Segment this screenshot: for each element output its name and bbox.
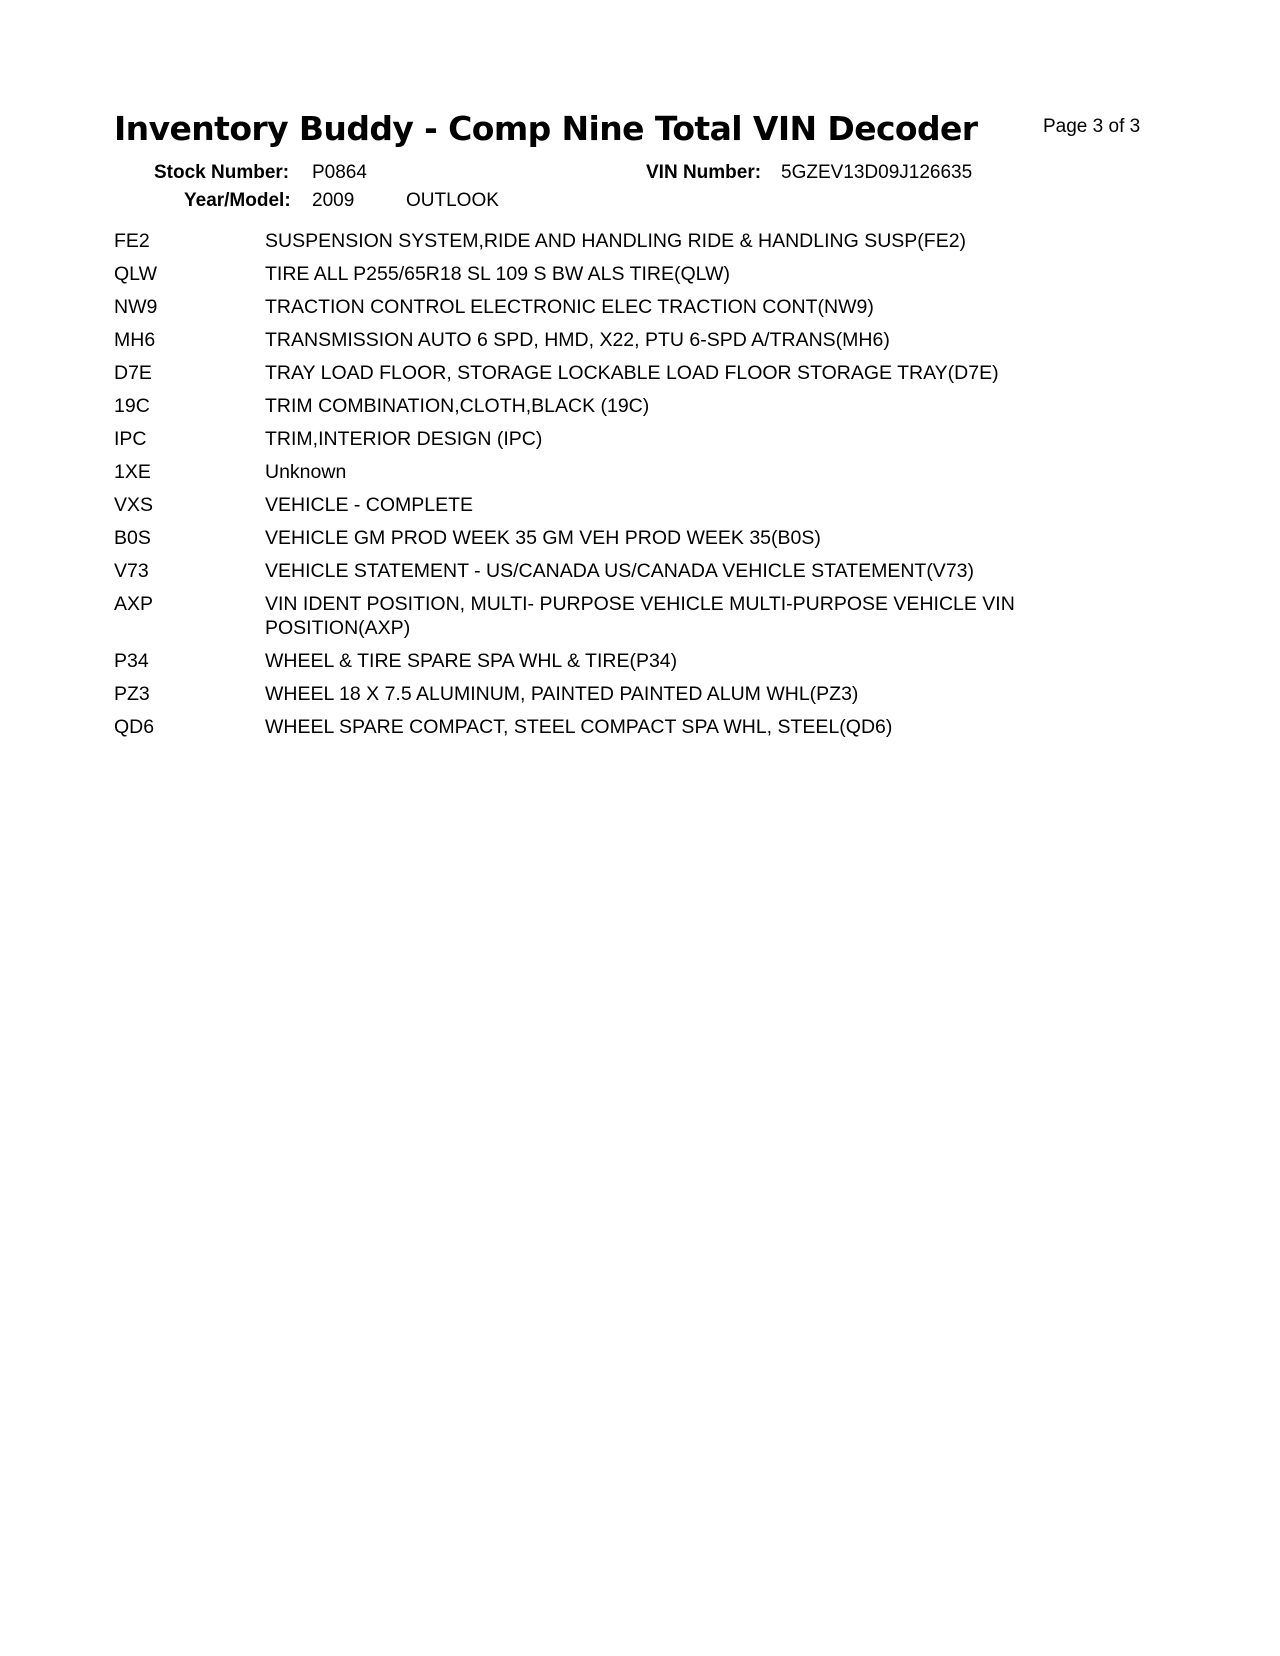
year-value: 2009 [312, 190, 355, 211]
option-code: 1XE [114, 461, 151, 483]
option-row [114, 649, 1114, 673]
report-title: Inventory Buddy - Comp Nine Total VIN Decoder [114, 109, 978, 148]
option-description: VEHICLE GM PROD WEEK 35 GM VEH PROD WEEK 35(B0S) [265, 527, 821, 549]
option-description: TRANSMISSION AUTO 6 SPD, HMD, X22, PTU 6-SPD A/TRANS(MH6) [265, 329, 890, 351]
option-description: TRACTION CONTROL ELECTRONIC ELEC TRACTION CONT(NW9) [265, 296, 874, 318]
option-description: TRIM,INTERIOR DESIGN (IPC) [265, 428, 543, 450]
option-row [114, 394, 1114, 418]
option-list [114, 229, 1114, 748]
option-row [114, 295, 1114, 319]
option-code: D7E [114, 362, 152, 384]
model-value: OUTLOOK [406, 190, 499, 211]
option-row [114, 427, 1114, 451]
option-description: WHEEL & TIRE SPARE SPA WHL & TIRE(P34) [265, 650, 678, 672]
option-description: TRIM COMBINATION,CLOTH,BLACK (19C) [265, 395, 650, 417]
page-number: Page 3 of 3 [1043, 116, 1141, 137]
option-row [114, 526, 1114, 550]
option-description: SUSPENSION SYSTEM,RIDE AND HANDLING RIDE & HANDLING SUSP(FE2) [265, 230, 967, 252]
vin-number-value: 5GZEV13D09J126635 [781, 162, 973, 183]
option-code: B0S [114, 527, 151, 549]
option-row [114, 715, 1114, 739]
option-code: AXP [114, 593, 154, 615]
option-row [114, 592, 1114, 640]
option-code: V73 [114, 560, 149, 582]
option-code: 19C [114, 395, 150, 417]
option-row [114, 493, 1114, 517]
option-code: FE2 [114, 230, 150, 252]
option-code: QD6 [114, 716, 155, 738]
option-row [114, 328, 1114, 352]
option-description: WHEEL 18 X 7.5 ALUMINUM, PAINTED PAINTED ALUM WHL(PZ3) [265, 683, 859, 705]
option-row [114, 229, 1114, 253]
option-row [114, 460, 1114, 484]
option-description: TRAY LOAD FLOOR, STORAGE LOCKABLE LOAD FLOOR STORAGE TRAY(D7E) [265, 362, 999, 384]
option-code: QLW [114, 263, 157, 285]
option-code: MH6 [114, 329, 156, 351]
stock-number-label: Stock Number: [154, 162, 290, 183]
option-description: VEHICLE - COMPLETE [265, 494, 474, 516]
option-row [114, 361, 1114, 385]
option-description: TIRE ALL P255/65R18 SL 109 S BW ALS TIRE(QLW) [265, 263, 730, 285]
option-code: NW9 [114, 296, 158, 318]
option-code: VXS [114, 494, 154, 516]
vin-number-label: VIN Number: [646, 162, 762, 183]
stock-number-value: P0864 [312, 162, 367, 183]
option-code: P34 [114, 650, 149, 672]
year-model-label: Year/Model: [184, 190, 291, 211]
option-description: VIN IDENT POSITION, MULTI- PURPOSE VEHICLE MULTI-PURPOSE VEHICLE VIN POSITION(AXP) [265, 593, 1015, 639]
option-code: IPC [114, 428, 147, 450]
option-description: Unknown [265, 461, 347, 483]
option-row [114, 559, 1114, 583]
option-description: WHEEL SPARE COMPACT, STEEL COMPACT SPA WHL, STEEL(QD6) [265, 716, 893, 738]
option-code: PZ3 [114, 683, 150, 705]
option-row [114, 262, 1114, 286]
option-description: VEHICLE STATEMENT - US/CANADA US/CANADA VEHICLE STATEMENT(V73) [265, 560, 974, 582]
option-row [114, 682, 1114, 706]
